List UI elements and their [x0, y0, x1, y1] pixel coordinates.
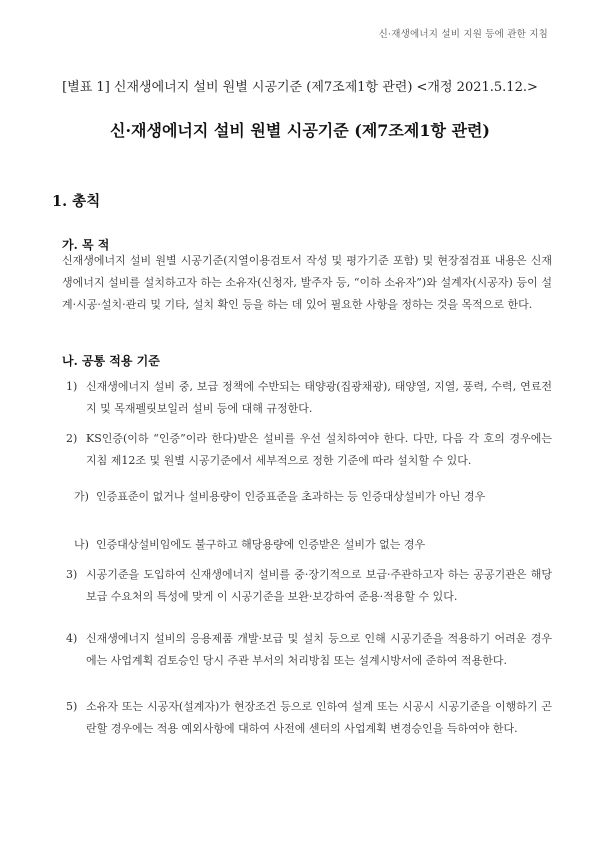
list-item-text: 시공기준을 도입하여 신재생에너지 설비를 중·장기적으로 보급·주관하고자 하는 공공기관은 해당 보급 수요처의 특성에 맞게 이 시공기준을 보완·보강하여 준용·적용할 수 있다.	[86, 568, 552, 603]
list-item-number: 2)	[66, 432, 78, 445]
list-item	[66, 376, 552, 420]
subheading-common-criteria: 나. 공통 적용 기준	[62, 354, 160, 368]
sub-list-item-text: 인증표준이 없거나 설비용량이 인증표준을 초과하는 등 인증대상설비가 아닌 경우	[96, 490, 486, 503]
list-item-number: 3)	[66, 568, 78, 581]
list-item-text: 신재생에너지 설비 중, 보급 정책에 수반되는 태양광(집광채광), 태양열, 지열, 풍력, 수력, 연료전지 및 목재펠릿보일러 설비 등에 대해 규정한다.	[86, 380, 552, 415]
list-item-number: 4)	[66, 632, 78, 645]
list-item-number: 1)	[66, 380, 78, 393]
list-item-number: 5)	[66, 700, 78, 713]
list-item	[66, 696, 552, 740]
sub-list-item	[74, 486, 552, 508]
running-header: 신·재생에너지 설비 지원 등에 관한 지침	[378, 29, 548, 40]
list-item	[66, 428, 552, 472]
section-heading-general: 1. 총칙	[52, 193, 101, 210]
list-item-text: 신재생에너지 설비의 응용제품 개발·보급 및 설치 등으로 인해 시공기준을 적용하기 어려운 경우에는 사업계획 검토승인 당시 주관 부서의 처리방침 또는 설계시방서에 준하여 적용한다.	[86, 632, 552, 667]
sub-list-item-number: 나)	[74, 538, 89, 551]
document-title: 신·재생에너지 설비 원별 시공기준 (제7조제1항 관련)	[110, 121, 490, 140]
annex-reference: [별표 1] 신재생에너지 설비 원별 시공기준 (제7조제1항 관련) <개정 2021.5.12.>	[62, 80, 538, 95]
list-item-text: 소유자 또는 시공자(설계자)가 현장조건 등으로 인하여 설계 또는 시공시 시공기준을 이행하기 곤란할 경우에는 적용 예외사항에 대하여 사전에 센터의 사업계획 변경승인을 득하여야 한다.	[86, 700, 552, 735]
list-item	[66, 564, 552, 608]
purpose-paragraph: 신재생에너지 설비 원별 시공기준(지열이용검토서 작성 및 평가기준 포함) 및 현장점검표 내용은 신재생에너지 설비를 설치하고자 하는 소유자(신청자, 발주자 등, “이하 소유자”)와 설계자(시공자) 등이 설계·시공·설치·관리 및 기타, 설치 확인 등을 하는 데 있어 필요한 사항을 정하는 것을 목적으로 한다.	[62, 254, 552, 311]
list-item	[66, 628, 552, 672]
sub-list-item-number: 가)	[74, 490, 89, 503]
list-item-text: KS인증(이하 “인증”이라 한다)받은 설비를 우선 설치하여야 한다. 다만, 다음 각 호의 경우에는 지침 제12조 및 원별 시공기준에서 세부적으로 정한 기준에 따라 설치할 수 있다.	[86, 432, 552, 467]
sub-list-item-text: 인증대상설비임에도 불구하고 해당용량에 인증받은 설비가 없는 경우	[96, 538, 426, 551]
sub-list-item	[74, 534, 552, 556]
subheading-purpose: 가. 목 적	[62, 238, 110, 252]
